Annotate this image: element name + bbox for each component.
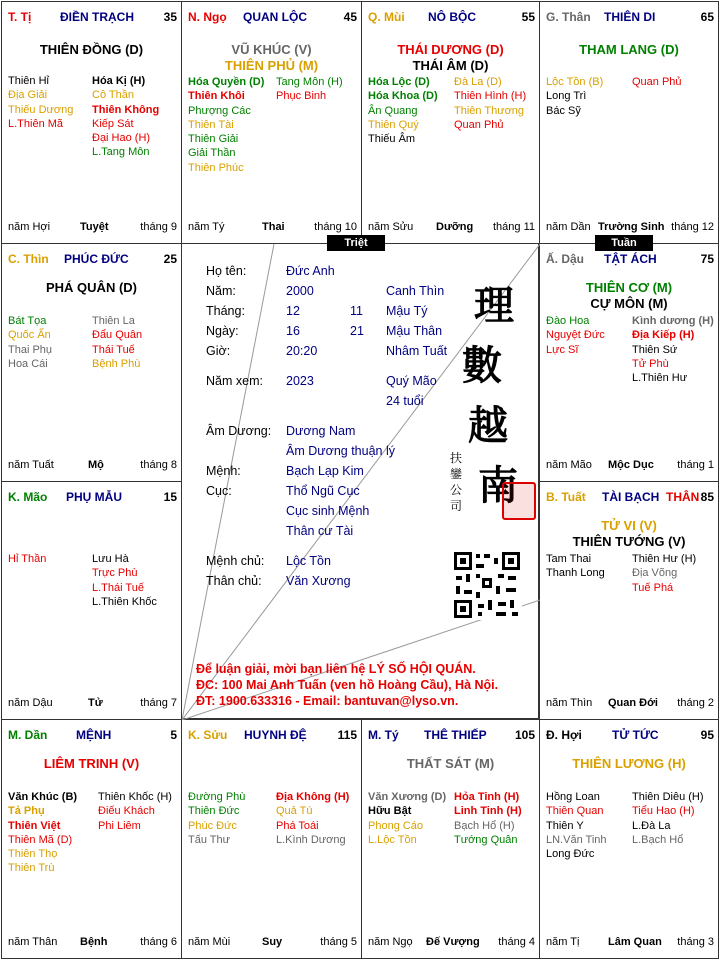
palace-suu bbox=[181, 719, 362, 959]
main-star: TỬ VI (V) bbox=[601, 518, 657, 533]
palace-branch: Q. Mùi bbox=[368, 10, 405, 24]
star: Phi Liêm bbox=[98, 819, 141, 832]
star: Thiên Diêu (H) bbox=[632, 791, 704, 803]
main-star: THIÊN PHỦ (M) bbox=[224, 58, 319, 73]
month-label: tháng 2 bbox=[677, 697, 714, 709]
day-label: Ngày: bbox=[206, 324, 239, 338]
palace-number: 85 bbox=[700, 490, 714, 504]
star: L.Lộc Tồn bbox=[368, 833, 417, 846]
year-label: năm Tị bbox=[546, 936, 580, 948]
lunar-month-value: 11 bbox=[350, 304, 363, 318]
name-label: Họ tên: bbox=[206, 264, 247, 278]
star: Thiên Tài bbox=[188, 118, 234, 131]
contact-line: Để luận giải, mời bạn liên hệ LÝ SỐ HỘI QUÁN. bbox=[196, 662, 476, 676]
lunar-day-value: 21 bbox=[350, 324, 364, 338]
star: Thiên Khôi bbox=[188, 90, 245, 103]
main-star: THIÊN LƯƠNG (H) bbox=[572, 756, 686, 771]
star: Thiên Phúc bbox=[188, 161, 244, 174]
month-label: tháng 11 bbox=[492, 221, 535, 233]
life-stage: Bệnh bbox=[80, 936, 108, 948]
star: Thiếu Âm bbox=[368, 133, 416, 146]
palace-tuat bbox=[539, 481, 719, 720]
main-star: THIÊN CƠ (M) bbox=[585, 280, 673, 295]
calligraphy-char: 數 bbox=[462, 342, 502, 389]
star: Hữu Bật bbox=[368, 805, 412, 818]
am-duong-note: Âm Dương thuận lý bbox=[286, 444, 395, 458]
star: Kiếp Sát bbox=[92, 117, 134, 130]
year-label: năm Hợi bbox=[8, 221, 51, 233]
star: Tả Phụ bbox=[8, 805, 45, 818]
year-label: năm Thìn bbox=[546, 697, 593, 709]
star: Địa Kiếp (H) bbox=[632, 329, 695, 342]
palace-mao bbox=[1, 481, 182, 720]
palace-name: HUYNH ĐỆ bbox=[244, 728, 307, 742]
year-label: năm Sửu bbox=[368, 221, 414, 233]
qr-code[interactable] bbox=[452, 550, 522, 620]
palace-number: 115 bbox=[337, 728, 357, 742]
triet-marker: Triệt bbox=[327, 235, 385, 251]
star: Thiên Y bbox=[546, 819, 584, 832]
palace-ti bbox=[1, 1, 182, 244]
than-chu-label: Thân chủ: bbox=[206, 574, 262, 588]
seal-text: 扶鑾公司 bbox=[450, 451, 463, 513]
palace-name: TÀI BẠCH bbox=[602, 490, 660, 504]
life-stage: Mộc Dục bbox=[608, 459, 654, 471]
life-stage: Đế Vượng bbox=[426, 936, 480, 948]
star: Phong Cáo bbox=[368, 819, 424, 832]
view-year-value: 2023 bbox=[286, 374, 314, 388]
star: Long Trì bbox=[546, 90, 587, 103]
star: Đại Hao (H) bbox=[92, 132, 151, 145]
calligraphy-char: 越 bbox=[468, 402, 508, 449]
contact-address: ĐC: 100 Mai Anh Tuấn (ven hồ Hoàng Cầu), Hà Nội. bbox=[196, 678, 499, 692]
star: Phượng Các bbox=[188, 104, 251, 117]
life-stage: Tuyệt bbox=[80, 221, 109, 233]
star: Hóa Quyền (D) bbox=[188, 76, 265, 88]
year-label: năm Mùi bbox=[188, 936, 231, 948]
star: Thiên Thương bbox=[454, 104, 525, 117]
star: Bác Sỹ bbox=[546, 104, 581, 117]
main-star: THIÊN TƯỚNG (V) bbox=[572, 534, 686, 549]
main-star: THAM LANG (D) bbox=[579, 42, 679, 57]
red-seal-stamp bbox=[502, 482, 536, 520]
star: Linh Tinh (H) bbox=[454, 805, 522, 818]
palace-name: NÔ BỘC bbox=[428, 10, 476, 24]
star: Hỏa Tinh (H) bbox=[454, 791, 520, 803]
star: Cô Thần bbox=[92, 89, 134, 102]
star: Thiên Không bbox=[92, 103, 160, 116]
life-stage: Mộ bbox=[88, 459, 104, 471]
palace-thin bbox=[1, 243, 182, 482]
life-stage: Quan Đới bbox=[608, 697, 658, 709]
month-canchi: Mậu Tý bbox=[386, 304, 428, 318]
life-stage: Trường Sinh bbox=[598, 221, 665, 233]
star: Lực Sĩ bbox=[546, 343, 579, 356]
star: Hồng Loan bbox=[546, 791, 600, 803]
star: Quả Tú bbox=[276, 805, 313, 818]
palace-number: 75 bbox=[700, 252, 714, 266]
main-star: THIÊN ĐỒNG (D) bbox=[39, 42, 144, 57]
star: L.Thiên Mã bbox=[8, 117, 64, 130]
month-label: tháng 6 bbox=[140, 936, 177, 948]
star: Thiên Thọ bbox=[8, 848, 58, 861]
menh-value: Bạch Lạp Kim bbox=[286, 464, 364, 478]
star: Đẩu Quân bbox=[92, 329, 143, 342]
month-label: tháng 7 bbox=[140, 697, 177, 709]
palace-name: THÊ THIẾP bbox=[424, 728, 487, 742]
palace-hoi bbox=[539, 719, 719, 959]
life-stage: Thai bbox=[262, 221, 285, 233]
month-label: tháng 5 bbox=[320, 936, 357, 948]
menh-label: Mệnh: bbox=[206, 464, 241, 478]
star: Giải Thần bbox=[188, 147, 236, 160]
star: Tam Thai bbox=[546, 553, 592, 565]
palace-name: TỬ TỨC bbox=[612, 728, 659, 742]
star: L.Thái Tuế bbox=[92, 581, 144, 594]
star: Long Đức bbox=[546, 848, 595, 861]
palace-mui bbox=[361, 1, 540, 244]
star: Thiên Giải bbox=[188, 133, 239, 146]
star: Thiên Trù bbox=[8, 862, 55, 875]
star: Quan Phủ bbox=[454, 118, 504, 131]
star: L.Thiên Hư bbox=[632, 372, 688, 385]
star: Trực Phù bbox=[92, 567, 138, 580]
day-canchi: Mậu Thân bbox=[386, 324, 443, 338]
main-star: PHÁ QUÂN (D) bbox=[46, 280, 137, 295]
month-label: tháng 10 bbox=[314, 221, 357, 233]
palace-number: 45 bbox=[343, 10, 357, 24]
star: L.Bạch Hổ bbox=[632, 833, 684, 846]
star: Tướng Quân bbox=[454, 833, 518, 846]
star: L.Tang Môn bbox=[92, 146, 150, 159]
year-value: 2000 bbox=[286, 284, 314, 298]
name-value: Đức Anh bbox=[286, 264, 335, 278]
year-label: năm Dần bbox=[546, 221, 591, 233]
palace-name: PHỤ MẪU bbox=[66, 490, 122, 504]
star: Tiểu Hao (H) bbox=[632, 805, 695, 818]
hour-label: Giờ: bbox=[206, 344, 231, 358]
palace-branch: K. Mão bbox=[8, 490, 48, 504]
hour-canchi: Nhâm Tuất bbox=[386, 344, 448, 358]
am-duong-value: Dương Nam bbox=[286, 424, 356, 438]
year-label: năm Thân bbox=[8, 936, 58, 948]
star: Văn Xương (D) bbox=[368, 791, 447, 803]
year-label: Năm: bbox=[206, 284, 236, 298]
palace-ngo bbox=[181, 1, 362, 244]
palace-name: QUAN LỘC bbox=[243, 10, 307, 24]
center-info-panel bbox=[181, 243, 539, 719]
star: Phục Binh bbox=[276, 90, 327, 103]
star: Tử Phù bbox=[632, 357, 669, 370]
month-label: Tháng: bbox=[206, 304, 245, 318]
star: Lộc Tồn (B) bbox=[546, 76, 604, 88]
star: Thiên Quan bbox=[546, 805, 604, 818]
than-marker: THÂN bbox=[666, 490, 700, 504]
palace-branch: M. Tý bbox=[368, 728, 399, 742]
palace-name: PHÚC ĐỨC bbox=[64, 252, 129, 266]
star: Phá Toái bbox=[276, 819, 319, 832]
palace-ty bbox=[361, 719, 540, 959]
star: L.Thiên Khốc bbox=[92, 595, 157, 608]
star: Địa Không (H) bbox=[276, 791, 350, 803]
palace-branch: C. Thìn bbox=[8, 252, 49, 266]
palace-number: 105 bbox=[514, 728, 535, 742]
menh-chu-label: Mệnh chủ: bbox=[206, 554, 265, 568]
star: Nguyệt Đức bbox=[546, 329, 605, 342]
star: Hóa Kị (H) bbox=[92, 75, 146, 87]
star: Thiên Hỉ bbox=[8, 75, 49, 87]
star: Địa Võng bbox=[632, 567, 678, 580]
palace-dau bbox=[539, 243, 719, 482]
star: Thiên Đức bbox=[188, 805, 240, 818]
palace-number: 55 bbox=[521, 10, 535, 24]
star: Thiên La bbox=[92, 315, 135, 327]
star: Thiên Sứ bbox=[632, 343, 678, 356]
star: Tấu Thư bbox=[188, 833, 231, 846]
star: Thiên Hình (H) bbox=[454, 90, 527, 103]
star: Tang Môn (H) bbox=[276, 76, 343, 88]
star: Thiên Khốc (H) bbox=[98, 791, 172, 803]
star: Thái Tuế bbox=[92, 343, 135, 356]
palace-number: 15 bbox=[163, 490, 177, 504]
main-star: THÁI ÂM (D) bbox=[412, 58, 489, 73]
star: Ân Quang bbox=[368, 104, 418, 117]
palace-branch: K. Sửu bbox=[188, 728, 228, 742]
star: L.Kình Dương bbox=[276, 833, 346, 846]
month-label: tháng 9 bbox=[140, 221, 177, 233]
palace-number: 95 bbox=[700, 728, 714, 742]
month-label: tháng 1 bbox=[677, 459, 714, 471]
year-label: năm Ngọ bbox=[368, 936, 413, 948]
star: Đào Hoa bbox=[546, 315, 590, 327]
tu-vi-chart bbox=[1, 1, 719, 959]
palace-number: 65 bbox=[700, 10, 714, 24]
am-duong-label: Âm Dương: bbox=[206, 424, 272, 438]
star: Điếu Khách bbox=[98, 805, 155, 818]
year-canchi: Canh Thìn bbox=[386, 284, 445, 298]
palace-name: THIÊN DI bbox=[604, 10, 656, 24]
palace-name: ĐIỀN TRẠCH bbox=[60, 10, 134, 24]
star: Tuế Phá bbox=[632, 581, 674, 594]
month-label: tháng 3 bbox=[677, 936, 714, 948]
palace-branch: T. Tị bbox=[8, 10, 32, 24]
palace-number: 5 bbox=[170, 728, 177, 742]
life-stage: Lâm Quan bbox=[608, 936, 662, 948]
star: Quan Phủ bbox=[632, 76, 682, 88]
star: Đường Phù bbox=[188, 791, 246, 803]
cuc-label: Cục: bbox=[206, 484, 232, 498]
palace-branch: N. Ngọ bbox=[188, 10, 227, 24]
star: L.Đà La bbox=[632, 819, 671, 832]
palace-name: MỆNH bbox=[76, 728, 112, 742]
main-star: VŨ KHÚC (V) bbox=[231, 42, 312, 57]
month-label: tháng 12 bbox=[671, 221, 714, 233]
main-star: CỰ MÔN (M) bbox=[590, 296, 668, 311]
star: Thiên Việt bbox=[8, 819, 61, 832]
month-value: 12 bbox=[286, 304, 300, 318]
palace-branch: Đ. Hợi bbox=[546, 728, 582, 742]
calligraphy-char: 理 bbox=[474, 282, 514, 329]
menh-chu-value: Lộc Tồn bbox=[286, 554, 331, 568]
star: Hỉ Thần bbox=[8, 553, 47, 565]
main-star: LIÊM TRINH (V) bbox=[43, 756, 140, 771]
star: Thanh Long bbox=[546, 567, 605, 580]
calligraphy-char: 南 bbox=[478, 462, 518, 509]
star: Hóa Lộc (D) bbox=[368, 76, 430, 88]
star: LN.Văn Tinh bbox=[546, 833, 607, 846]
palace-number: 25 bbox=[163, 252, 177, 266]
star: Địa Giải bbox=[8, 89, 48, 102]
star: Hoa Cái bbox=[8, 357, 48, 370]
tuan-marker: Tuần bbox=[595, 235, 653, 251]
star: Văn Khúc (B) bbox=[8, 791, 78, 803]
life-stage: Suy bbox=[262, 936, 283, 948]
star: Phúc Đức bbox=[188, 819, 237, 832]
star: Lưu Hà bbox=[92, 553, 129, 565]
palace-branch: M. Dần bbox=[8, 728, 48, 742]
view-year-canchi: Quý Mão bbox=[386, 374, 437, 388]
star: Thiếu Dương bbox=[8, 103, 74, 116]
cuc-value: Thổ Ngũ Cục bbox=[286, 484, 360, 498]
main-star: THÁI DƯƠNG (D) bbox=[397, 42, 504, 57]
palace-dan bbox=[1, 719, 182, 959]
than-chu-value: Văn Xương bbox=[286, 574, 351, 588]
year-label: năm Dậu bbox=[8, 697, 53, 709]
palace-branch: G. Thân bbox=[546, 10, 591, 24]
contact-phone-email[interactable]: ĐT: 1900.633316 - Email: bantuvan@lyso.vn. bbox=[196, 694, 459, 708]
life-stage: Dưỡng bbox=[436, 221, 474, 233]
month-label: tháng 4 bbox=[498, 936, 535, 948]
palace-branch: Ấ. Dậu bbox=[546, 252, 585, 266]
year-label: năm Tuất bbox=[8, 459, 54, 471]
star: Thai Phụ bbox=[8, 343, 53, 356]
life-stage: Tử bbox=[88, 697, 103, 709]
palace-name: TẬT ÁCH bbox=[604, 252, 657, 266]
star: Thiên Quý bbox=[368, 118, 419, 131]
star: Kình dương (H) bbox=[632, 315, 714, 327]
hour-value: 20:20 bbox=[286, 344, 318, 358]
palace-than bbox=[539, 1, 719, 244]
month-label: tháng 8 bbox=[140, 459, 177, 471]
star: Đà La (D) bbox=[454, 76, 502, 88]
star: Hóa Khoa (D) bbox=[368, 90, 438, 103]
star: Bệnh Phù bbox=[92, 357, 141, 370]
year-label: năm Mão bbox=[546, 459, 592, 471]
age-value: 24 tuổi bbox=[386, 394, 424, 408]
than-cu-note: Thân cư Tài bbox=[286, 524, 354, 538]
star: Bạch Hổ (H) bbox=[454, 819, 515, 832]
star: Bát Tọa bbox=[8, 315, 47, 327]
star: Quốc Ấn bbox=[8, 329, 51, 342]
day-value: 16 bbox=[286, 324, 300, 338]
palace-number: 35 bbox=[163, 10, 177, 24]
star: Thiên Hư (H) bbox=[632, 553, 697, 565]
main-star: THẤT SÁT (M) bbox=[406, 756, 495, 771]
year-label: năm Tý bbox=[188, 221, 225, 233]
view-year-label: Năm xem: bbox=[206, 374, 263, 388]
palace-branch: B. Tuất bbox=[546, 490, 586, 504]
cuc-note: Cục sinh Mệnh bbox=[286, 504, 370, 518]
star: Thiên Mã (D) bbox=[8, 833, 73, 846]
